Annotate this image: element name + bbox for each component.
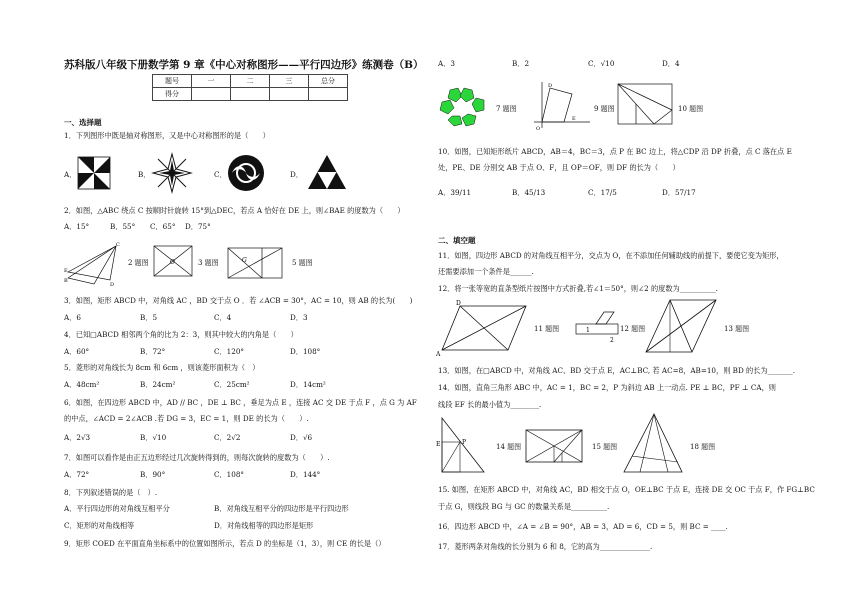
option-label: B．5: [140, 313, 158, 322]
svg-text:A: A: [436, 351, 441, 356]
option-label: C．25cm²: [214, 380, 250, 389]
option-label: B．55°: [110, 222, 136, 231]
option-label: B．24cm²: [140, 380, 176, 389]
score-header-cell: 二: [231, 75, 270, 88]
question-11-line2: 还需要添加一个条件是______.: [438, 267, 534, 276]
svg-text:D: D: [548, 83, 553, 89]
question-11-line1: 11．如图，四边形 ABCD 的对角线互相平分，交点为 O，在不添加任何辅助线的前提下，要使它变为矩形，: [438, 251, 784, 260]
question-10-line1: 10．如图，已知矩形纸片 ABCD，AB＝4，BC＝3，点 P 在 BC 边上，将△CDP 沿 DP 折叠，点 C 落在点 E: [438, 147, 792, 156]
option-label: D．14cm²: [290, 380, 326, 389]
svg-text:E: E: [436, 441, 441, 448]
parallelogram-ac-bc-figure: [642, 296, 720, 358]
question-6-line1: 6．如图，在四边形 ABCD 中，AD // BC ，DE ⊥ BC ，垂足为点 E ，连接 AC 交 DE 于点 F ，点 G 为 AF: [64, 398, 417, 407]
triforce-figure: [306, 153, 348, 191]
option-label: B．: [138, 170, 151, 179]
score-row-label: 得分: [153, 88, 192, 101]
option-label: A．2√3: [64, 433, 91, 442]
option-label: A．6: [64, 313, 81, 322]
question-7: 7．如图可以看作是由正五边形经过几次旋转得到的，则每次旋转的度数为（ ）.: [64, 453, 330, 462]
figure-caption: 3 题图: [198, 259, 219, 267]
figure-caption: 9 题图: [594, 105, 615, 113]
score-header-cell: 总分: [309, 75, 348, 88]
option-label: B．72°: [140, 347, 166, 356]
question-3: 3．如图，矩形 ABCD 中，对角线 AC ，BD 交于点 O ．若 ∠ACB = 30°，AC = 10，则 AB 的长为( ): [64, 296, 413, 305]
option-label: B．√10: [140, 433, 167, 442]
score-header-cell: 题号: [153, 75, 192, 88]
coordinate-rectangle-figure: [532, 80, 592, 132]
option-label: B．90°: [140, 470, 166, 479]
option-label: A．平行四边形的对角线互相平分: [64, 504, 170, 513]
question-14-line1: 14．如图，直角三角形 ABC 中，AC = 1，BC = 2，P 为斜边 AB 上一动点. PE ⊥ BC，PF ⊥ CA，则: [438, 383, 776, 392]
question-16: 16．四边形 ABCD 中，∠A = ∠B = 90°，AB = 3，AD = 6，CD = 5，则 BC = ____.: [438, 522, 728, 531]
page-title: 苏科版八年级下册数学第 9 章《中心对称图形——平行四边形》练测卷（B）: [64, 59, 424, 71]
option-label: B．2: [512, 59, 530, 68]
score-header-cell: 三: [270, 75, 309, 88]
question-15-line1: 15. 如图，在矩形 ABCD 中，对角线 AC，BD 相交于点 O，OE⊥BC 于点 E，连接 DE 交 OC 于点 F，作 FG⊥BC: [438, 485, 815, 494]
score-cell: [192, 88, 231, 101]
folded-strip-figure: [574, 308, 620, 348]
score-cell: [270, 88, 309, 101]
score-table: [152, 74, 348, 101]
question-8: 8．下列叙述错误的是（ ）.: [64, 488, 158, 497]
triangle-construction-figure: [620, 410, 686, 482]
option-label: A．15°: [64, 222, 90, 231]
figure-caption: 12 题图: [620, 325, 646, 333]
option-label: D．4: [662, 59, 680, 68]
svg-text:2: 2: [610, 337, 614, 344]
question-4: 4．已知□ABCD 相邻两个角的比为 2：3，则其中较大的内角是（ ）: [64, 330, 298, 339]
svg-text:P: P: [462, 439, 467, 446]
option-label: C．120°: [214, 347, 244, 356]
option-label: D．75°: [185, 222, 211, 231]
option-label: C．108°: [214, 470, 244, 479]
question-15-line2: 于点 G，则线段 BG 与 GC 的数量关系是__________.: [438, 502, 610, 511]
option-label: A．: [64, 170, 77, 179]
section-heading-fill: 二、填空题: [438, 236, 476, 245]
option-label: D．3: [290, 313, 308, 322]
rotated-triangles-figure: [64, 240, 124, 288]
option-label: C．2√2: [214, 433, 241, 442]
svg-text:G: G: [242, 257, 247, 264]
question-10-line2: 处，PE、DE 分别交 AB 于点 O、F，且 OP＝OF，则 DF 的长为（ ）: [438, 163, 680, 172]
question-9: 9．矩形 COED 在平面直角坐标系中的位置如图所示，若点 D 的坐标是（1，3），则 CE 的长是（）: [64, 539, 386, 548]
question-17: 17．菱形两条对角线的长分别为 6 和 8，它的高为______________.: [438, 542, 653, 551]
yin-yang-figure: [226, 153, 266, 193]
star-arrows-figure: [151, 152, 193, 194]
question-5: 5．菱形的对角线长为 8cm 和 6cm ，则该菱形面积为（ ）: [64, 363, 260, 372]
svg-text:O: O: [170, 259, 175, 266]
option-label: C．17/5: [588, 188, 617, 197]
option-label: C．矩形的对角线相等: [64, 521, 135, 530]
figure-caption: 13 题图: [724, 325, 750, 333]
figure-caption: 18 题图: [690, 443, 716, 451]
option-label: D．对角线相等的四边形是矩形: [214, 521, 314, 530]
folded-rectangle-figure: [614, 80, 676, 128]
rectangle-diagonals-figure: [148, 240, 198, 284]
question-2: 2．如图，△ABC 绕点 C 按顺时针旋转 15°到△DEC，若点 A 恰好在 DE 上，则∠BAE 的度数为（ ）: [64, 206, 405, 215]
figure-caption: 15 题图: [592, 443, 618, 451]
question-6-line2: 的中点，∠ACD = 2∠ACB .若 DG = 3，EC = 1，则 DE 的长为（ ）.: [64, 414, 309, 423]
option-label: D．144°: [290, 470, 321, 479]
figure-caption: 11 题图: [534, 325, 560, 333]
figure-caption: 14 题图: [496, 443, 522, 451]
option-label: C．√10: [588, 59, 615, 68]
option-label: D．√6: [290, 433, 313, 442]
figure-caption: 10 题图: [678, 105, 704, 113]
trapezoid-figure: [222, 240, 288, 284]
question-1: 1．下列图形中既是轴对称图形，又是中心对称图形的是（ ）: [64, 131, 270, 140]
svg-text:D: D: [110, 282, 115, 288]
svg-text:D: D: [456, 300, 461, 307]
option-label: B．45/13: [512, 188, 546, 197]
svg-text:O: O: [536, 126, 541, 132]
question-14-line2: 线段 EF 长的最小值为________.: [438, 400, 542, 409]
option-label: C．4: [214, 313, 232, 322]
option-label: A．3: [438, 59, 455, 68]
score-header-row: [153, 75, 348, 88]
option-label: A．48cm²: [64, 380, 100, 389]
rectangle-obc-figure: [522, 426, 586, 468]
svg-text:E: E: [572, 116, 576, 122]
section-heading-choice: 一、选择题: [64, 118, 102, 127]
score-cell: [231, 88, 270, 101]
svg-text:B: B: [64, 278, 68, 284]
option-label: B．对角线互相平分的四边形是平行四边形: [214, 504, 349, 513]
option-label: D．57/17: [662, 188, 696, 197]
question-13: 13．如图，在□ABCD 中，对角线 AC、BD 交于点 E，AC⊥BC, 若 AC=8，AB=10，则 BD 的长为_______.: [438, 366, 795, 375]
option-label: A．39/11: [438, 188, 472, 197]
pentagon-ring-figure: [438, 86, 490, 128]
svg-text:C: C: [116, 242, 120, 248]
option-label: D．108°: [290, 347, 321, 356]
option-label: C．65°: [150, 222, 176, 231]
question-12: 12．将一张等宽的直条型纸片按图中方式折叠,若∠1＝50°，则∠2 的度数为__________.: [438, 284, 718, 293]
parallelogram-figure: [436, 300, 530, 356]
svg-text:E: E: [64, 268, 68, 274]
pinwheel-figure: [74, 153, 114, 193]
score-value-row: [153, 88, 348, 101]
score-header-cell: 一: [192, 75, 231, 88]
figure-caption: 2 题图: [128, 259, 149, 267]
option-label: A．60°: [64, 347, 90, 356]
option-label: A．72°: [64, 470, 90, 479]
option-label: C．: [214, 170, 227, 179]
score-cell: [309, 88, 348, 101]
option-label: D．: [290, 170, 303, 179]
svg-text:1: 1: [586, 327, 590, 334]
figure-caption: 5 题图: [292, 259, 313, 267]
figure-caption: 7 题图: [496, 105, 517, 113]
right-triangle-figure: [436, 414, 490, 478]
